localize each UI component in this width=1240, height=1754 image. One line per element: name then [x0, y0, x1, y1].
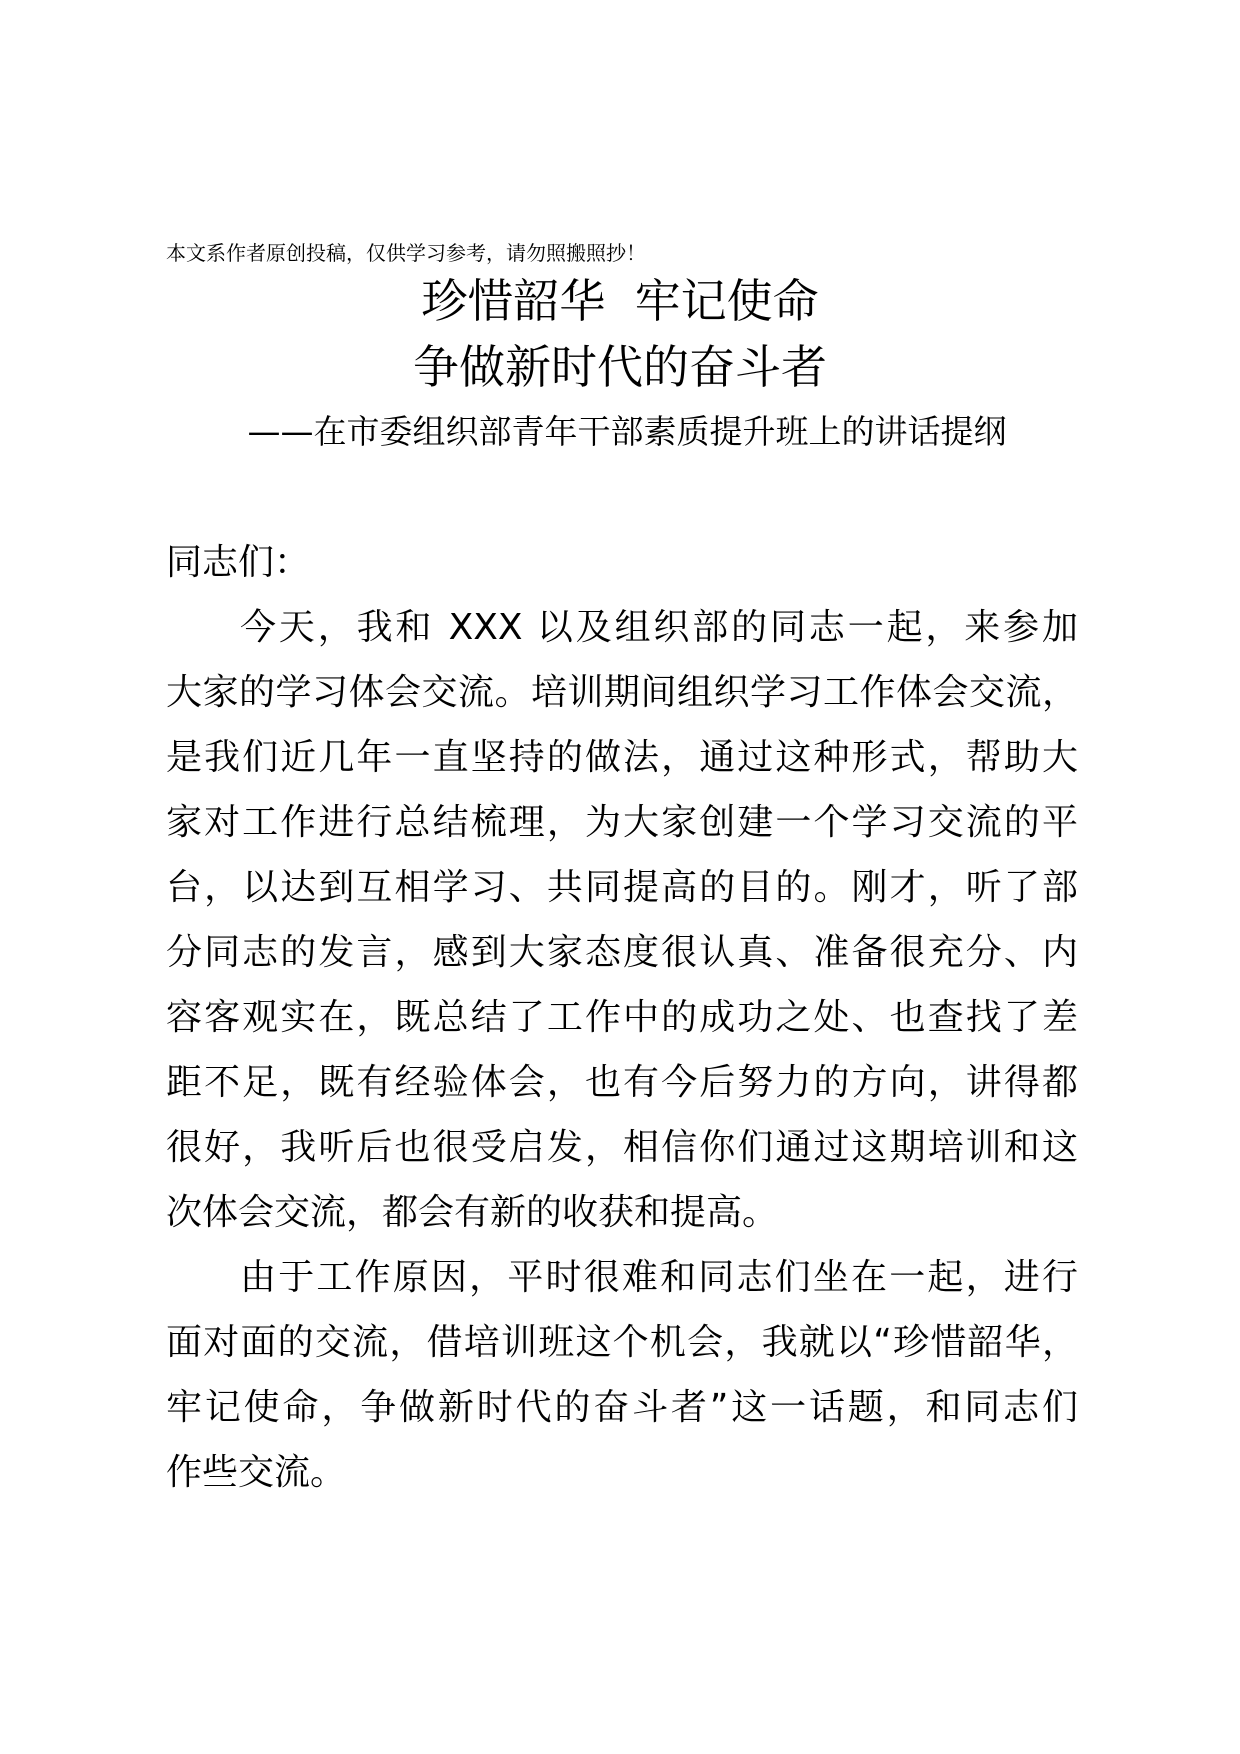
paragraph-2 [166, 1245, 1078, 1505]
text-line: 距不足，既有经验体会，也有今后努力的方向，讲得都 [166, 1062, 1078, 1103]
text-line: 今天，我和 XXX 以及组织部的同志一起，来参加 [240, 607, 1078, 648]
document-body [166, 530, 1078, 1505]
text-line: 容客观实在，既总结了工作中的成功之处、也查找了差 [166, 997, 1078, 1038]
text-line: 作些交流。 [166, 1452, 347, 1493]
text-line: 牢记使命，争做新时代的奋斗者”这一话题，和同志们 [166, 1387, 1078, 1428]
salutation: 同志们： [166, 542, 311, 583]
text-line: 次体会交流，都会有新的收获和提高。 [166, 1192, 779, 1233]
paragraph-1 [166, 595, 1078, 1245]
subtitle: ——在市委组织部青年干部素质提升班上的讲话提纲 [247, 412, 1007, 451]
text-line: 台，以达到互相学习、共同提高的目的。刚才，听了部 [166, 867, 1078, 908]
text-line: 很好，我听后也很受启发，相信你们通过这期培训和这 [166, 1127, 1078, 1168]
text-line: 是我们近几年一直坚持的做法，通过这种形式，帮助大 [166, 737, 1078, 778]
text-line: 大家的学习体会交流。培训期间组织学习工作体会交流， [166, 672, 1078, 713]
disclaimer-note: 本文系作者原创投稿，仅供学习参考，请勿照搬照抄！ [166, 241, 646, 265]
text-line: 家对工作进行总结梳理，为大家创建一个学习交流的平 [166, 802, 1078, 843]
text-line: 分同志的发言，感到大家态度很认真、准备很充分、内 [166, 932, 1078, 973]
text-line: 面对面的交流，借培训班这个机会，我就以“珍惜韶华， [166, 1322, 1078, 1363]
title-line-1: 珍惜韶华 牢记使命 [421, 274, 819, 328]
text-line: 由于工作原因，平时很难和同志们坐在一起，进行 [240, 1257, 1078, 1298]
title-line-2: 争做新时代的奋斗者 [413, 340, 827, 394]
